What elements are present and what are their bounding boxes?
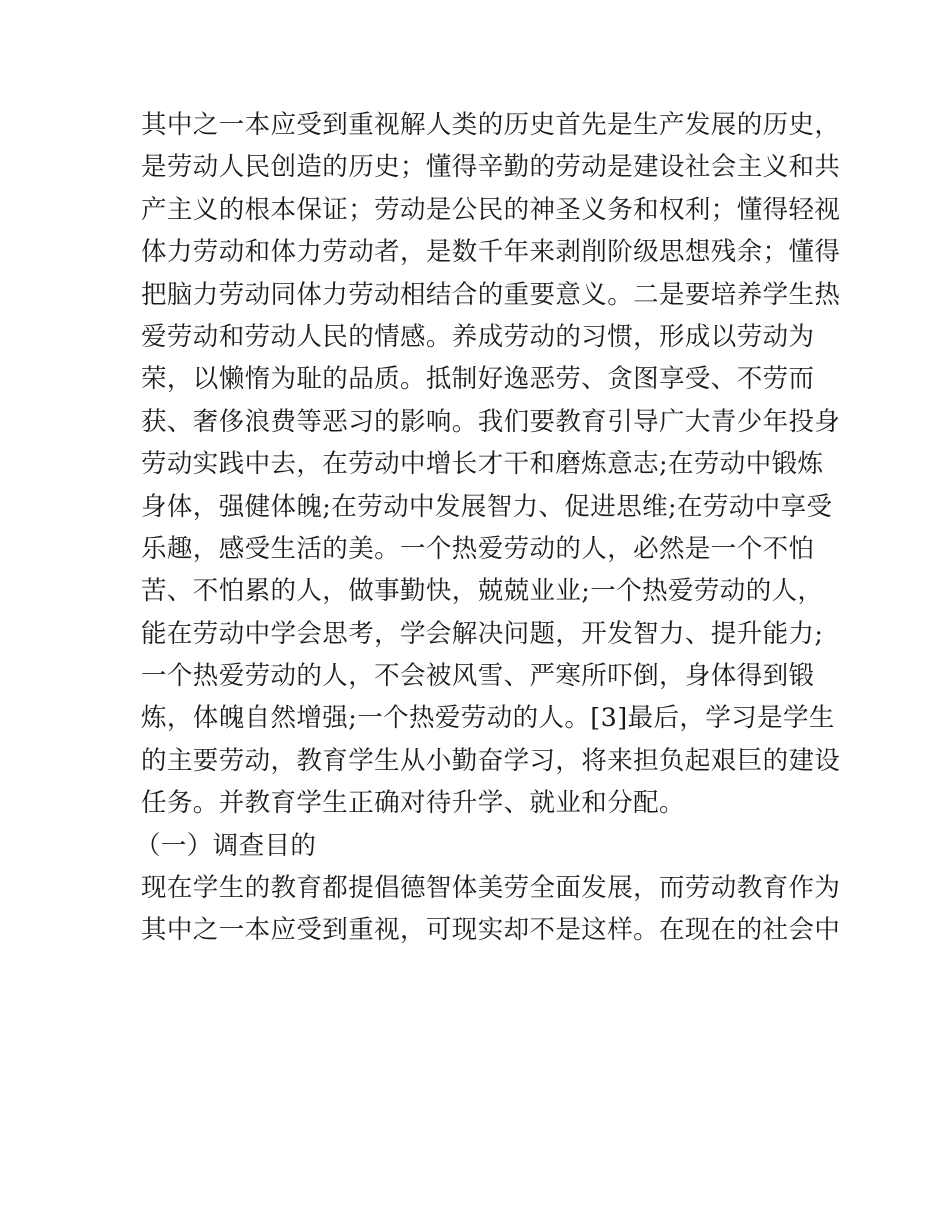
text-line: 荣，以懒惰为耻的品质。抵制好逸恶劳、贪图享受、不劳而 — [141, 364, 815, 395]
text-line: 把脑力劳动同体力劳动相结合的重要意义。二是要培养学生热 — [141, 279, 841, 310]
text-line: 其中之一本应受到重视，可现实却不是这样。在现在的社会中 — [141, 915, 841, 946]
text-line: 一个热爱劳动的人，不会被风雪、严寒所吓倒，身体得到锻 — [141, 661, 815, 692]
text-line: 身体，强健体魄;在劳动中发展智力、促进思维;在劳动中享受 — [141, 491, 833, 522]
text-line: 获、奢侈浪费等恶习的影响。我们要教育引导广大青少年投身 — [141, 406, 841, 437]
text-line: 爱劳动和劳动人民的情感。养成劳动的习惯，形成以劳动为 — [141, 321, 815, 352]
text-line: 苦、不怕累的人，做事勤快，兢兢业业;一个热爱劳动的人， — [141, 576, 824, 607]
text-line: 是劳动人民创造的历史；懂得辛勤的劳动是建设社会主义和共 — [141, 152, 841, 183]
text-line: 乐趣，感受生活的美。一个热爱劳动的人，必然是一个不怕 — [141, 533, 815, 564]
text-line: 的主要劳动，教育学生从小勤奋学习，将来担负起艰巨的建设 — [141, 745, 841, 776]
text-line: 任务。并教育学生正确对待升学、就业和分配。 — [141, 788, 685, 819]
text-line: 产主义的根本保证；劳动是公民的神圣义务和权利；懂得轻视 — [141, 194, 841, 225]
text-line: 炼，体魄自然增强;一个热爱劳动的人。[3]最后，学习是学生 — [141, 703, 835, 734]
text-line: 能在劳动中学会思考，学会解决问题，开发智力、提升能力; — [141, 618, 824, 649]
section-heading: （一）调查目的 — [135, 830, 317, 861]
text-line: 其中之一本应受到重视解人类的历史首先是生产发展的历史， — [141, 110, 841, 140]
text-line: 现在学生的教育都提倡德智体美劳全面发展，而劳动教育作为 — [141, 873, 841, 904]
text-line: 劳动实践中去，在劳动中增长才干和磨炼意志;在劳动中锻炼 — [141, 449, 824, 480]
body-text — [135, 104, 841, 952]
text-line: 体力劳动和体力劳动者，是数千年来剥削阶级思想残余；懂得 — [141, 237, 841, 268]
